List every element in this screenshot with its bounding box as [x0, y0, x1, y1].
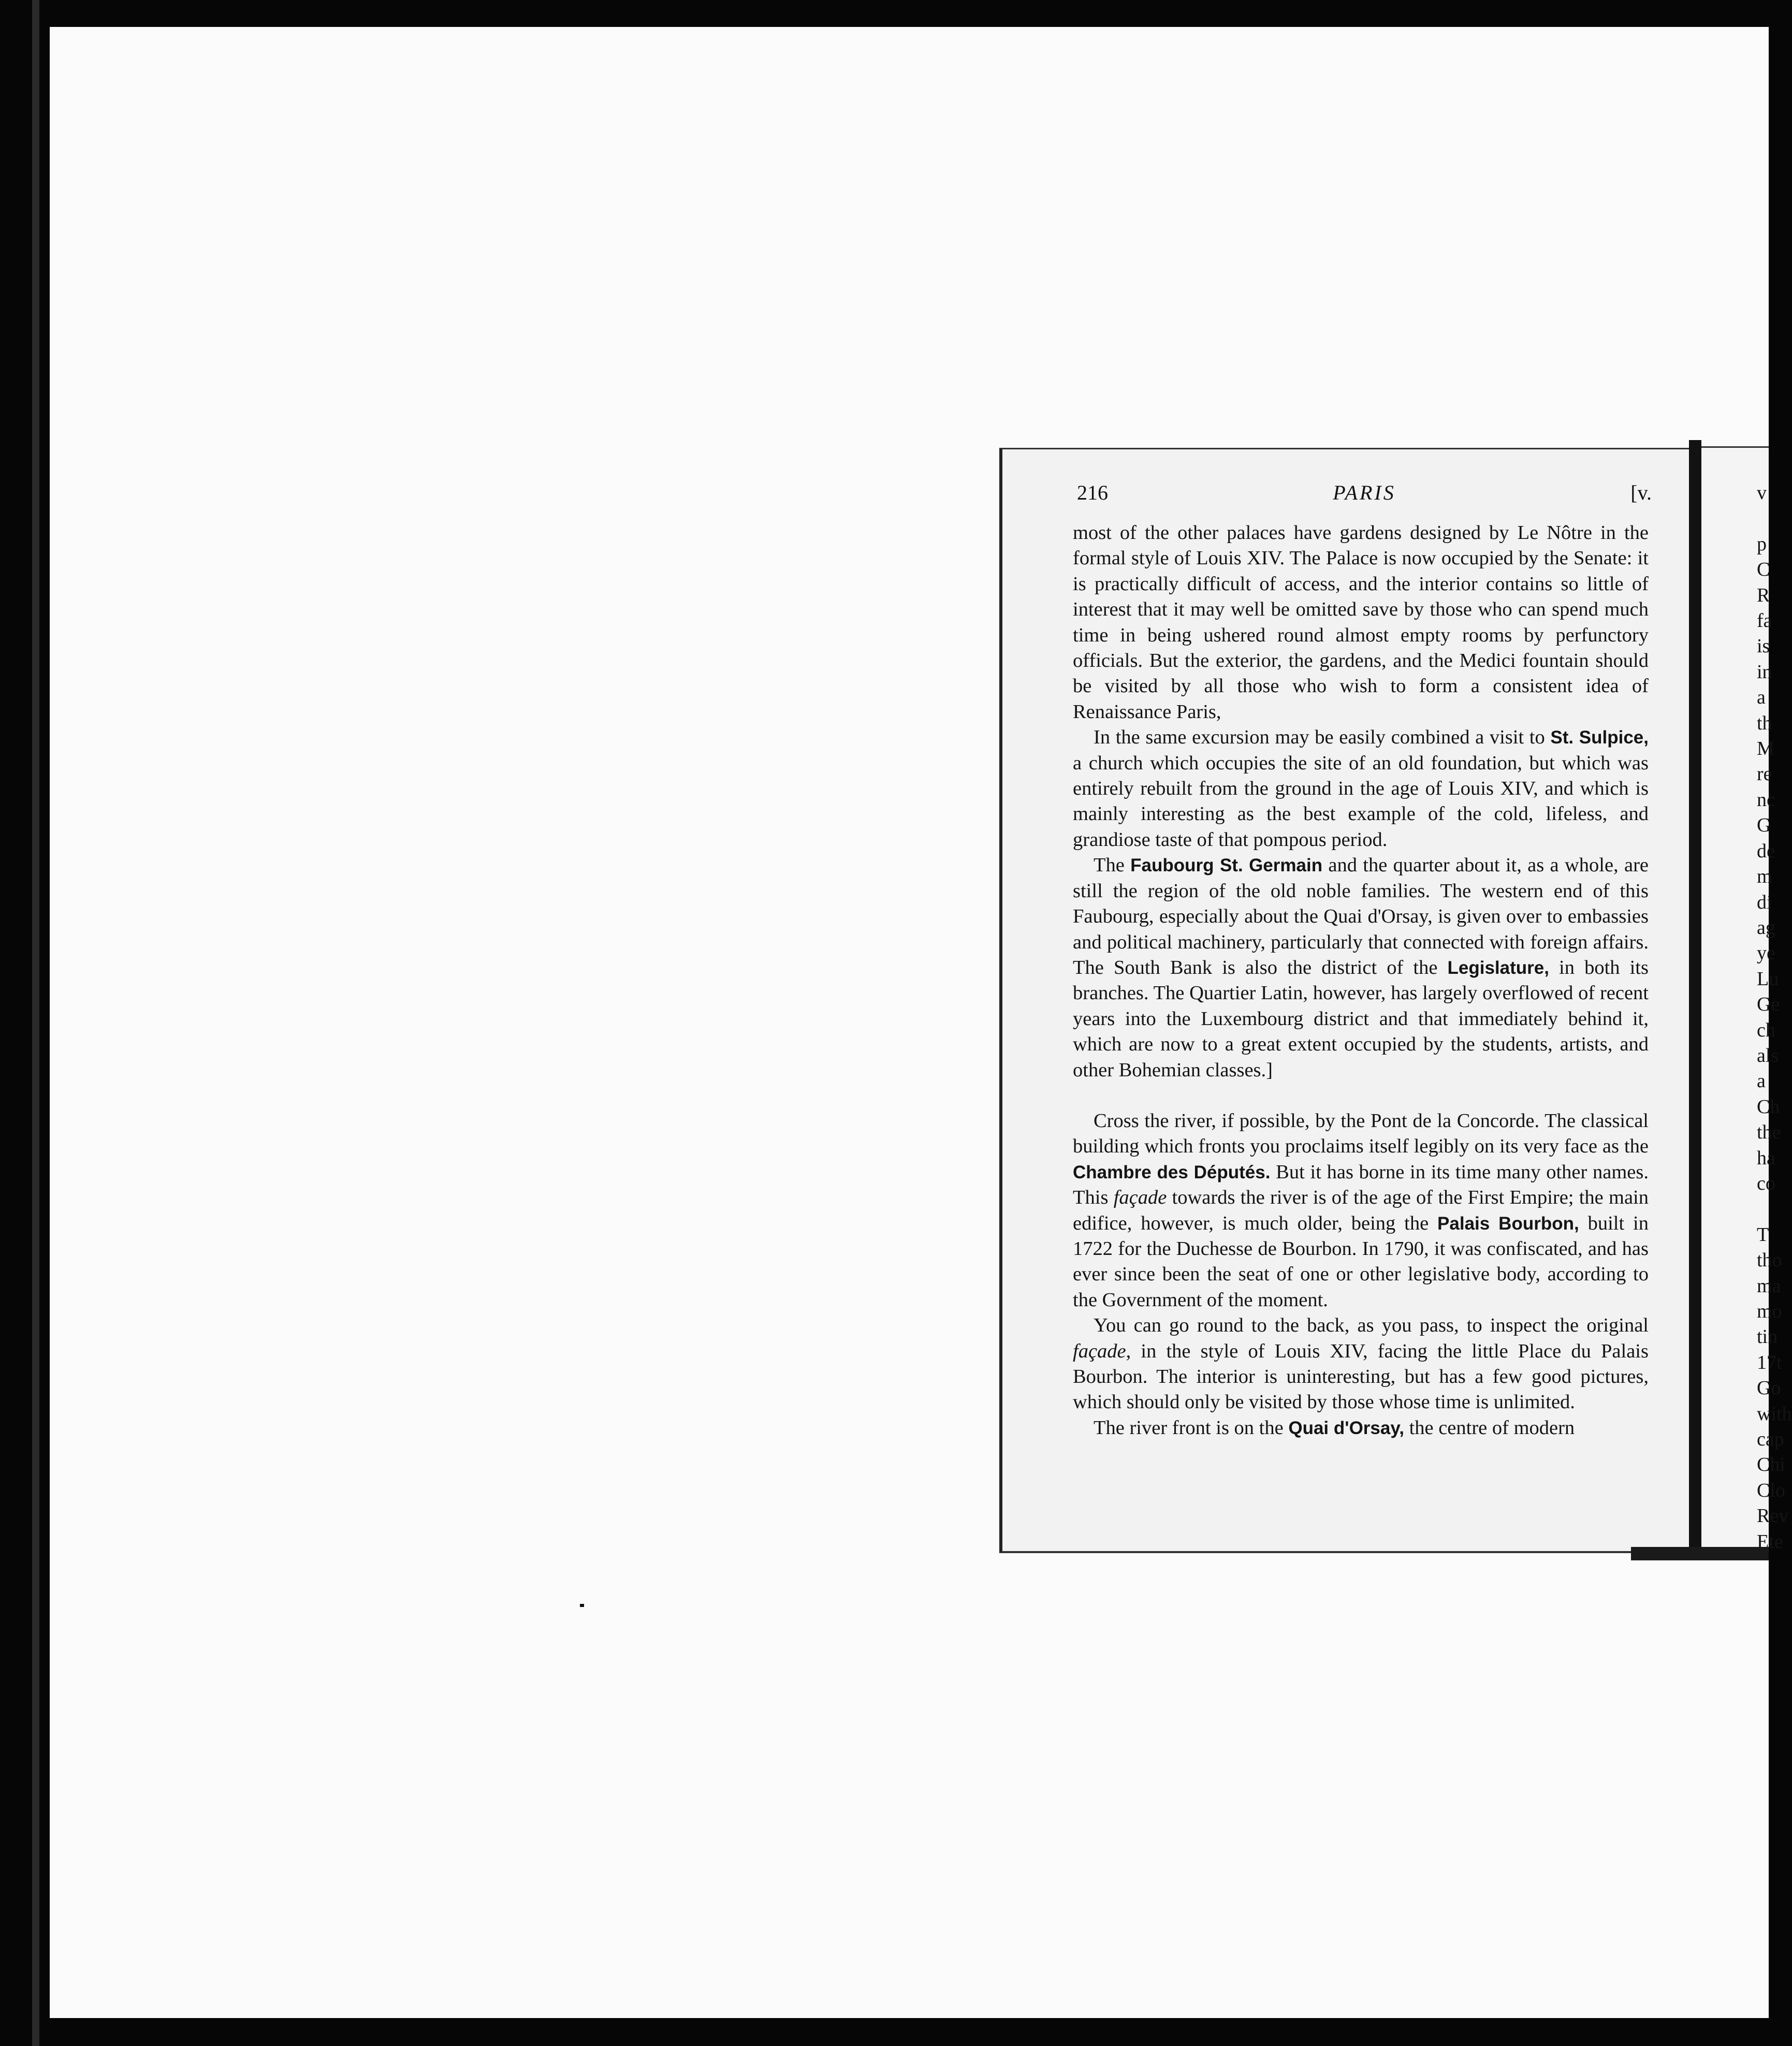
text-run: most of the other palaces have gardens designed by Le Nôtre in the formal style of Louis XIV. The Palace is now occupied by the Senate: it is practically difficult of access, and the interior contains so little of interest that it may well be omitted save by those who can spend much time in being ushered round almost empty rooms by perfunctory officials. But the exterior, the gardens, and the Medici fountain should be visited by all those who wish to form a consistent idea of Renaissance Paris,	[1073, 522, 1649, 723]
bold-term: Faubourg St. Germain	[1130, 855, 1323, 876]
facing-page-line: nc	[1757, 788, 1775, 811]
book-gutter	[1689, 440, 1701, 1557]
facing-page-line: 17t	[1757, 1351, 1782, 1373]
paragraph-4	[1073, 1108, 1649, 1313]
facing-page-line: ag	[1757, 916, 1775, 939]
text-run: and the quarter about it, as a whole, are still the region of the old noble families. The western end of this Faubourg, especially about the Quai d'Orsay, is given over to embassies and political machinery, particularly that connected with foreign affairs. The South Bank is also the district of the	[1073, 854, 1649, 978]
text-run: built in 1722 for the Duchesse de Bourbon. In 1790, it was confiscated, and has ever since been the seat of one or other legislative body, according to the Government of the moment.	[1073, 1212, 1649, 1311]
facing-page-text	[1757, 480, 1792, 1555]
facing-page-line: p	[1757, 533, 1767, 555]
text-run: , in the style of Louis XIV, facing the little Place du Palais Bourbon. The interior is uninteresting, but has a few good pictures, which should only be visited by those whose time is unlimited.	[1073, 1340, 1649, 1413]
text-run: the centre of modern	[1404, 1416, 1575, 1439]
facing-page-line: v	[1757, 482, 1767, 504]
facing-page-line: Ete	[1757, 1530, 1783, 1553]
facing-page-line: a	[1757, 1070, 1766, 1092]
facing-page-line: cap	[1757, 1428, 1784, 1451]
facing-page-line: th	[1757, 712, 1772, 734]
section-marker: [v.	[1630, 481, 1652, 504]
facing-page-line: fa	[1757, 610, 1772, 632]
facing-page-line: ma	[1757, 1275, 1781, 1297]
facing-page-line: G	[1757, 814, 1771, 837]
text-run: Cross the river, if possible, by the Pont de la Concorde. The classical building which fronts you proclaims itself legibly on its very face as the	[1073, 1109, 1649, 1158]
bold-term: Palais Bourbon,	[1437, 1213, 1579, 1234]
facing-page-line: T	[1757, 1223, 1769, 1246]
text-run: In the same excursion may be easily combined a visit to	[1094, 726, 1551, 749]
facing-page-line: M	[1757, 738, 1774, 760]
facing-page-line: Ch	[1757, 1095, 1780, 1118]
facing-page-line: ch	[1757, 1019, 1775, 1041]
text-run: The	[1094, 854, 1131, 876]
facing-page-line: tho	[1757, 1249, 1782, 1272]
running-title: PARIS	[1333, 481, 1396, 504]
scan-speck	[580, 1604, 584, 1607]
text-run: But it has borne in its time many other names. This	[1073, 1161, 1649, 1209]
facing-page-line: with	[1757, 1402, 1792, 1425]
running-head	[1077, 480, 1652, 509]
facing-page-line: de	[1757, 840, 1775, 862]
facing-page-line: co	[1757, 1172, 1775, 1194]
facing-page-line: Clo	[1757, 1479, 1785, 1501]
page-number: 216	[1077, 481, 1108, 504]
facing-page-line: is	[1757, 635, 1770, 657]
facing-page-line: a	[1757, 686, 1766, 709]
text-run: towards the river is of the age of the First Empire; the main edifice, however, is much older, being the	[1073, 1187, 1649, 1234]
facing-page-line	[1757, 506, 1769, 531]
facing-page-line: re	[1757, 763, 1772, 785]
facing-page-line: Rev	[1757, 1505, 1789, 1527]
facing-page-line	[1757, 1196, 1769, 1222]
page-body	[1073, 520, 1649, 1441]
facing-page-line: m	[1757, 866, 1772, 888]
facing-page-line: mo	[1757, 1300, 1782, 1322]
bold-term: St. Sulpice,	[1550, 727, 1649, 748]
facing-page-line: Ge	[1757, 993, 1780, 1016]
bold-term: Legislature,	[1447, 957, 1549, 978]
paragraph-5	[1073, 1313, 1649, 1415]
text-run: a church which occupies the site of an old foundation, but which was entirely rebuilt from the ground in the age of Louis XIV, and which is mainly interesting as the best example of the cold, lifeless, and grandiose taste of that pompous period.	[1073, 752, 1649, 851]
paragraph-3	[1073, 853, 1649, 1083]
facing-page-line: Lu	[1757, 968, 1779, 990]
text-run: You can go round to the back, as you pass, to inspect the original	[1094, 1314, 1649, 1337]
scan-edge-shadow	[32, 0, 39, 2046]
facing-page-line: ye	[1757, 942, 1775, 964]
facing-page-line: di	[1757, 891, 1772, 913]
facing-page-line: in	[1757, 661, 1772, 683]
facing-page-line: the	[1757, 1121, 1781, 1144]
italic-term: façade	[1073, 1340, 1126, 1362]
facing-page-line: ha	[1757, 1147, 1775, 1169]
bold-term: Chambre des Députés.	[1073, 1162, 1271, 1182]
book-binding-edge	[1631, 1547, 1769, 1560]
facing-page-line: Chi	[1757, 1454, 1785, 1476]
text-run: in both its branches. The Quartier Latin, however, has largely overflowed of recent years into the Luxembourg district and that immediately behind it, which are now to a great extent occupied by the students, artists, and other Bohemian classes.]	[1073, 956, 1649, 1081]
facing-page-line: tin	[1757, 1326, 1778, 1348]
italic-term: façade	[1113, 1187, 1167, 1209]
facing-page-line: R	[1757, 584, 1770, 606]
paragraph-1	[1073, 520, 1649, 725]
bold-term: Quai d'Orsay,	[1288, 1417, 1404, 1438]
paragraph-2	[1073, 725, 1649, 853]
text-run: The river front is on the	[1094, 1416, 1289, 1439]
facing-page-line: Go	[1757, 1377, 1781, 1399]
paragraph-6	[1073, 1415, 1649, 1441]
facing-page-line: C	[1757, 559, 1770, 581]
facing-page-line: als	[1757, 1044, 1779, 1066]
